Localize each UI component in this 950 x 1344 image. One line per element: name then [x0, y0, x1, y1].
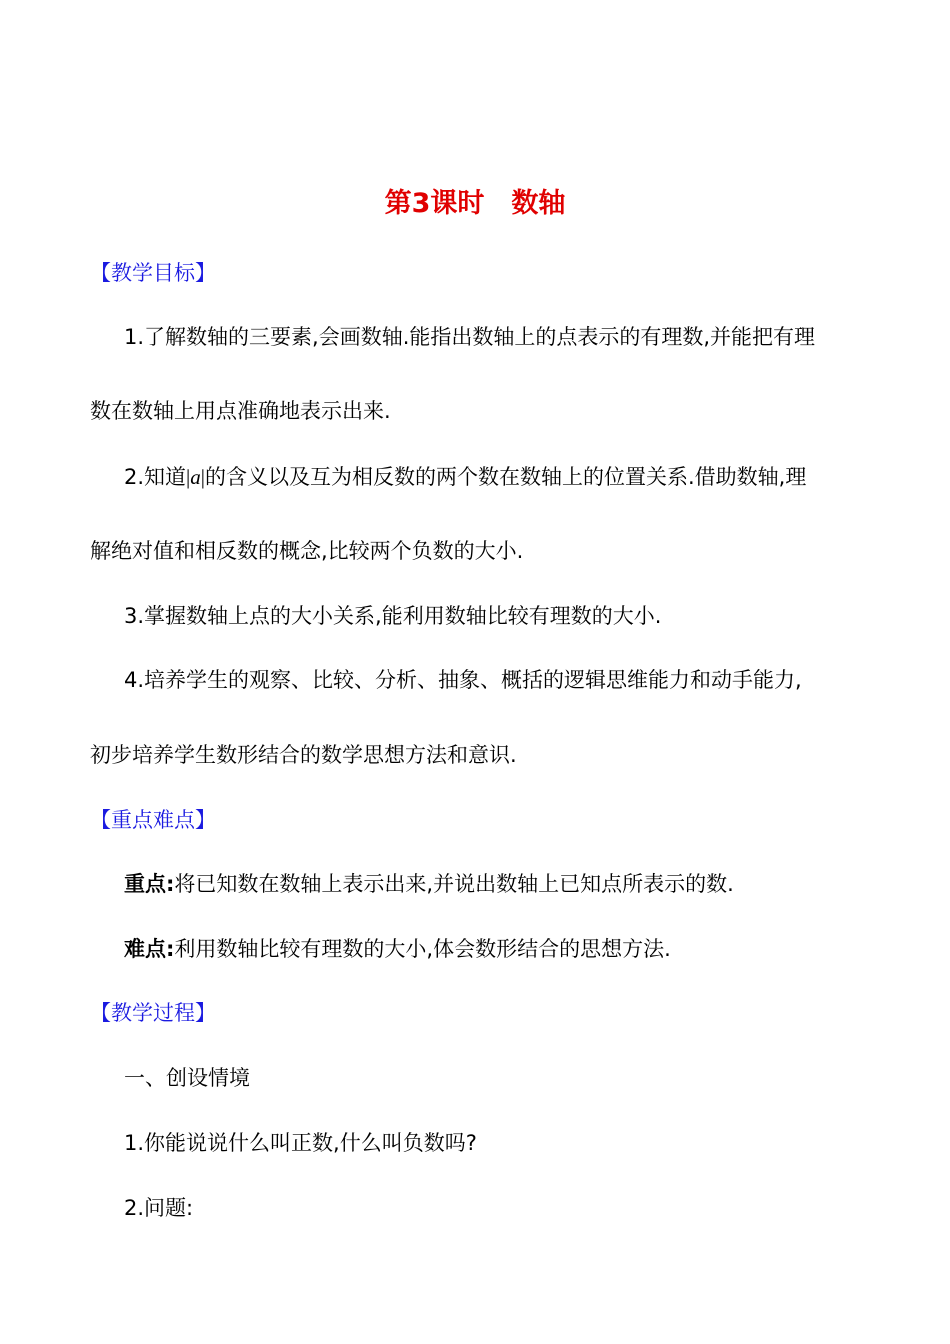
- process-question-2: 2.问题:: [124, 1196, 194, 1220]
- key-points-heading: 【重点难点】: [90, 808, 216, 832]
- abs-bar-left: |: [186, 465, 191, 489]
- focus-point: [124, 869, 734, 899]
- process-heading: 【教学过程】: [90, 1001, 216, 1025]
- abs-variable: a: [190, 465, 201, 489]
- objective-4-line-1: 4.培养学生的观察、比较、分析、抽象、概括的逻辑思维能力和动手能力,: [124, 668, 802, 692]
- objective-4-line-2: 初步培养学生数形结合的数学思想方法和意识.: [90, 743, 517, 767]
- focus-label: 重点:: [124, 872, 175, 896]
- objective-2-suffix: 的含义以及互为相反数的两个数在数轴上的位置关系.借助数轴,理: [204, 465, 807, 489]
- lesson-title: 第3课时 数轴: [384, 188, 566, 219]
- objective-1-line-1: 1.了解数轴的三要素,会画数轴.能指出数轴上的点表示的有理数,并能把有理: [124, 325, 816, 349]
- abs-bar-right: |: [200, 465, 205, 489]
- process-step-1: 一、创设情境: [124, 1066, 250, 1090]
- process-question-1: 1.你能说说什么叫正数,什么叫负数吗?: [124, 1131, 477, 1155]
- objective-2-line-2: 解绝对值和相反数的概念,比较两个负数的大小.: [90, 539, 524, 563]
- difficulty-text: 利用数轴比较有理数的大小,体会数形结合的思想方法.: [174, 937, 671, 961]
- objective-3: 3.掌握数轴上点的大小关系,能利用数轴比较有理数的大小.: [124, 604, 662, 628]
- difficulty-label: 难点:: [124, 937, 175, 961]
- objective-2-prefix: 2.知道: [124, 465, 187, 489]
- difficulty-point: [124, 934, 671, 964]
- objectives-heading: 【教学目标】: [90, 261, 216, 285]
- objective-1-line-2: 数在数轴上用点准确地表示出来.: [90, 399, 391, 423]
- focus-text: 将已知数在数轴上表示出来,并说出数轴上已知点所表示的数.: [174, 872, 734, 896]
- objective-2-line-1: [124, 462, 806, 492]
